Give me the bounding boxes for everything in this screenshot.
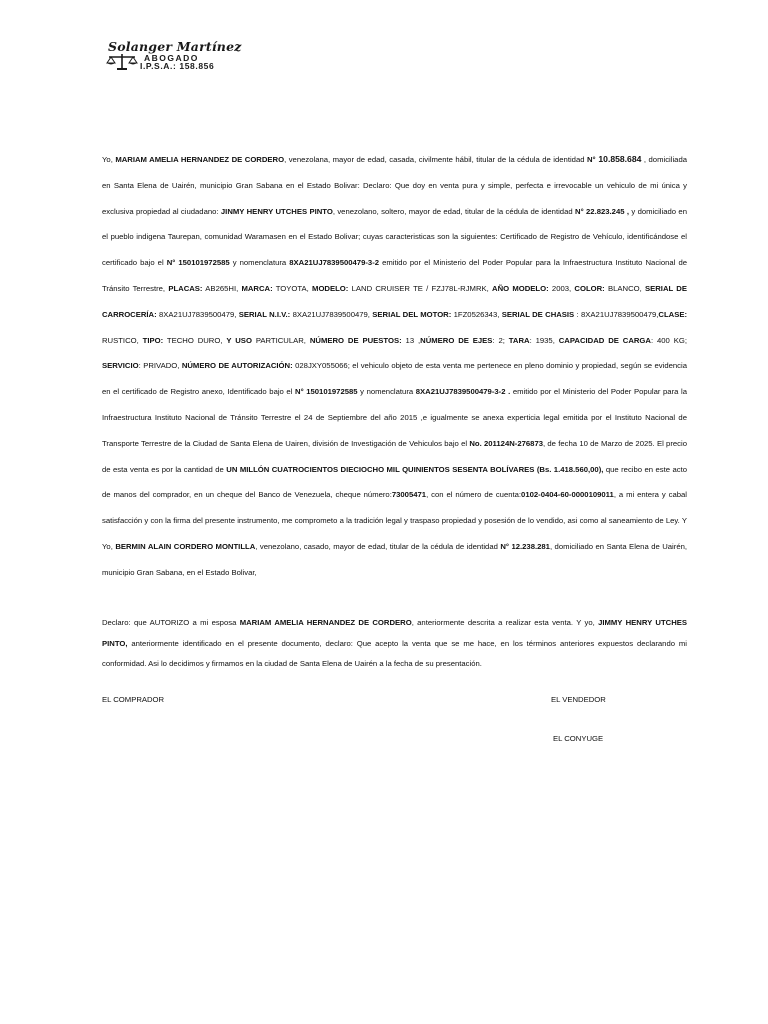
paragraph1-run: NÚMERO DE PUESTOS: bbox=[309, 335, 402, 345]
paragraph1-run: : PRIVADO, bbox=[138, 361, 182, 371]
paragraph1-run: : 8XA21UJ7839500479, bbox=[574, 309, 659, 319]
paragraph1-run: 73005471 bbox=[391, 490, 427, 500]
paragraph1-run: SERIAL DEL MOTOR: bbox=[372, 309, 452, 319]
paragraph2-run: MARIAM AMELIA HERNANDEZ DE CORDERO bbox=[239, 618, 412, 627]
paragraph1-run: y nomenclatura bbox=[229, 258, 290, 268]
paragraph1-run: Y USO bbox=[226, 335, 252, 345]
paragraph1-run: 028JXY055066; el vehiculo objeto de esta venta me pertenece en pleno dominio y propiedad, según se evidencia en el certificado de Registro anexo, Identificado bajo el bbox=[102, 361, 687, 397]
paragraph1-run: CLASE: bbox=[658, 309, 688, 319]
lawyer-ipsa-number: I.P.S.A.: 158.856 bbox=[140, 61, 215, 71]
paragraph1-run: 8XA21UJ7839500479, bbox=[156, 309, 239, 319]
paragraph1-run: Yo, bbox=[102, 155, 116, 164]
paragraph1-run: NÚMERO DE AUTORIZACIÓN: bbox=[181, 361, 293, 371]
paragraph1-run: emitido por el Ministerio del Poder Popular para la Infraestructura Instituto Nacional de Tránsito Terrestre el 24 de Septiembre del año 2015 ,e igualmente se anexa experticia legal emitida por el Instituto Nacional de Transporte Terrestre de la Ciudad de Santa Elena de Uairen, división de Investigación de Vehiculos bajo el bbox=[102, 387, 687, 448]
paragraph1-run: 10.858.684 bbox=[595, 154, 642, 164]
paragraph1-run: , venezolana, mayor de edad, casada, civilmente hábil, titular de la cédula de identidad bbox=[284, 155, 587, 164]
paragraph1-run: : 2; bbox=[492, 335, 509, 345]
paragraph1-run: TARA bbox=[508, 335, 530, 345]
paragraph2-run: , anteriormente descrita a realizar esta venta. Y yo, bbox=[411, 618, 599, 627]
paragraph1-run: AB265HI, bbox=[202, 283, 242, 293]
paragraph-declaration bbox=[102, 147, 687, 586]
paragraph1-run: SERIAL DE CHASIS bbox=[501, 309, 575, 319]
paragraph1-run: TIPO: bbox=[142, 335, 164, 345]
paragraph1-run: No. 201124N-276873 bbox=[469, 438, 543, 448]
paragraph1-run: COLOR: bbox=[574, 283, 605, 293]
paragraph1-run: N° 22.823.245 , bbox=[575, 206, 629, 216]
spouse-authorization-text bbox=[102, 613, 687, 675]
lawyer-letterhead-stamp bbox=[104, 39, 242, 74]
paragraph1-run: PLACAS: bbox=[168, 283, 203, 293]
paragraph1-run: emitido por el Ministerio del Poder Popular para la Infraestructura Instituto Nacional de Tránsito Terrestre, bbox=[102, 258, 687, 293]
lawyer-signature-name: Solanger Martínez bbox=[108, 39, 242, 54]
paragraph1-run: MODELO: bbox=[312, 283, 349, 293]
paragraph1-run: BERMIN ALAIN CORDERO MONTILLA bbox=[115, 541, 256, 551]
paragraph2-run: Declaro: que AUTORIZO a mi esposa bbox=[102, 618, 240, 627]
paragraph1-run: 8XA21UJ7839500479-3-2 bbox=[289, 258, 380, 268]
paragraph1-run: 8XA21UJ7839500479, bbox=[290, 309, 373, 319]
paragraph1-run: y nomenclatura bbox=[357, 387, 416, 397]
paragraph1-run: LAND CRUISER TE / FZJ78L-RJMRK, bbox=[348, 283, 493, 293]
paragraph1-run: BLANCO, bbox=[604, 283, 645, 293]
paragraph1-run: 13 , bbox=[401, 335, 421, 345]
paragraph1-run: N° 150101972585 bbox=[166, 258, 230, 268]
paragraph1-run: , domiciliado en Santa Elena de Uairén, municipio Gran Sabana, en el Estado Bolivar, bbox=[102, 541, 688, 577]
paragraph1-run: 8XA21UJ7839500479-3-2 . bbox=[415, 387, 511, 397]
lawyer-title: ABOGADO bbox=[144, 53, 199, 63]
paragraph1-run: 1FZ0526343, bbox=[451, 309, 502, 319]
buyer-signature-label: EL COMPRADOR bbox=[102, 695, 165, 704]
paragraph1-run: CAPACIDAD DE CARGA bbox=[558, 335, 651, 345]
paragraph1-run: 0102-0404-60-0000109011 bbox=[521, 490, 614, 500]
paragraph1-run: , a mi entera y cabal satisfacción y con la firma del presente instrumento, me comprometo a la tradición legal y traspaso propiedad y posesión de lo vendido, asi como al saneamiento de Ley. Y Yo, bbox=[102, 490, 687, 551]
paragraph1-run: N° bbox=[587, 155, 596, 164]
paragraph1-run: PARTICULAR, bbox=[251, 335, 310, 345]
paragraph1-run: TECHO DURO, bbox=[163, 335, 227, 345]
sale-declaration-text bbox=[102, 147, 687, 586]
paragraph1-run: RUSTICO, bbox=[102, 335, 143, 345]
paragraph-authorization bbox=[102, 613, 687, 675]
paragraph1-run: , venezolano, soltero, mayor de edad, titular de la cédula de identidad bbox=[332, 206, 576, 216]
paragraph1-run: MARIAM AMELIA HERNANDEZ DE CORDERO bbox=[115, 155, 285, 164]
paragraph2-run: anteriormente identificado en el presente documento, declaro: Que acepto la venta que se me hace, en los términos anteriores expuestos declarando mi conformidad. Asi lo decidimos y firmamos en la ciudad de Santa Elena de Uairén a la fecha de su presentación. bbox=[102, 638, 687, 668]
paragraph1-run: AÑO MODELO: bbox=[492, 283, 549, 293]
paragraph1-run: : 1935, bbox=[529, 335, 559, 345]
paragraph1-run: 2003, bbox=[548, 283, 575, 293]
paragraph1-run: que recibo en este acto de manos del comprador, en un cheque del Banco de Venezuela, cheque número: bbox=[102, 464, 687, 500]
paragraph2-run: JIMMY HENRY UTCHES PINTO, bbox=[102, 618, 688, 648]
paragraph1-run: : 400 KG; bbox=[650, 335, 687, 345]
paragraph1-run: , con el número de cuenta: bbox=[426, 490, 522, 500]
scales-of-justice-icon bbox=[106, 53, 138, 71]
paragraph1-run: , venezolano, casado, mayor de edad, titular de la cédula de identidad bbox=[255, 541, 501, 551]
paragraph1-run: UN MILLÓN CUATROCIENTOS DIECIOCHO MIL QUINIENTOS SESENTA BOLÍVARES (Bs. 1.418.560,00), bbox=[226, 464, 604, 474]
seller-signature-label: EL VENDEDOR bbox=[551, 695, 606, 704]
paragraph1-run: , domiciliada en Santa Elena de Uairén, municipio Gran Sabana en el Estado Bolivar: Declaro: Que doy en venta pura y simple, perfecta e irrevocable un vehiculo de mi única y exclusiva propiedad al ciudadano: bbox=[102, 155, 687, 216]
paragraph1-run: N° 12.238.281 bbox=[500, 541, 550, 551]
paragraph1-run: y domiciliado en el pueblo indigena Taurepan, comunidad Waramasen en el Estado Bolivar; cuyas caracteristicas son la siguientes: Certificado de Registro de Vehículo, identificándose el certificado bajo el bbox=[102, 206, 687, 268]
paragraph1-run: , de fecha 10 de Marzo de 2025. El precio de esta venta es por la cantidad de bbox=[102, 438, 687, 474]
paragraph1-run: MARCA: bbox=[241, 283, 273, 293]
paragraph1-run: SERVICIO bbox=[102, 361, 139, 371]
paragraph1-run: SERIAL N.I.V.: bbox=[238, 309, 291, 319]
paragraph1-run: JINMY HENRY UTCHES PINTO bbox=[220, 206, 333, 216]
paragraph1-run: N° 150101972585 bbox=[295, 387, 358, 397]
paragraph1-run: SERIAL DE CARROCERÍA: bbox=[102, 283, 687, 319]
paragraph1-run: NÚMERO DE EJES bbox=[420, 335, 493, 345]
paragraph1-run: TOYOTA, bbox=[272, 283, 313, 293]
spouse-signature-label: EL CONYUGE bbox=[553, 734, 604, 743]
